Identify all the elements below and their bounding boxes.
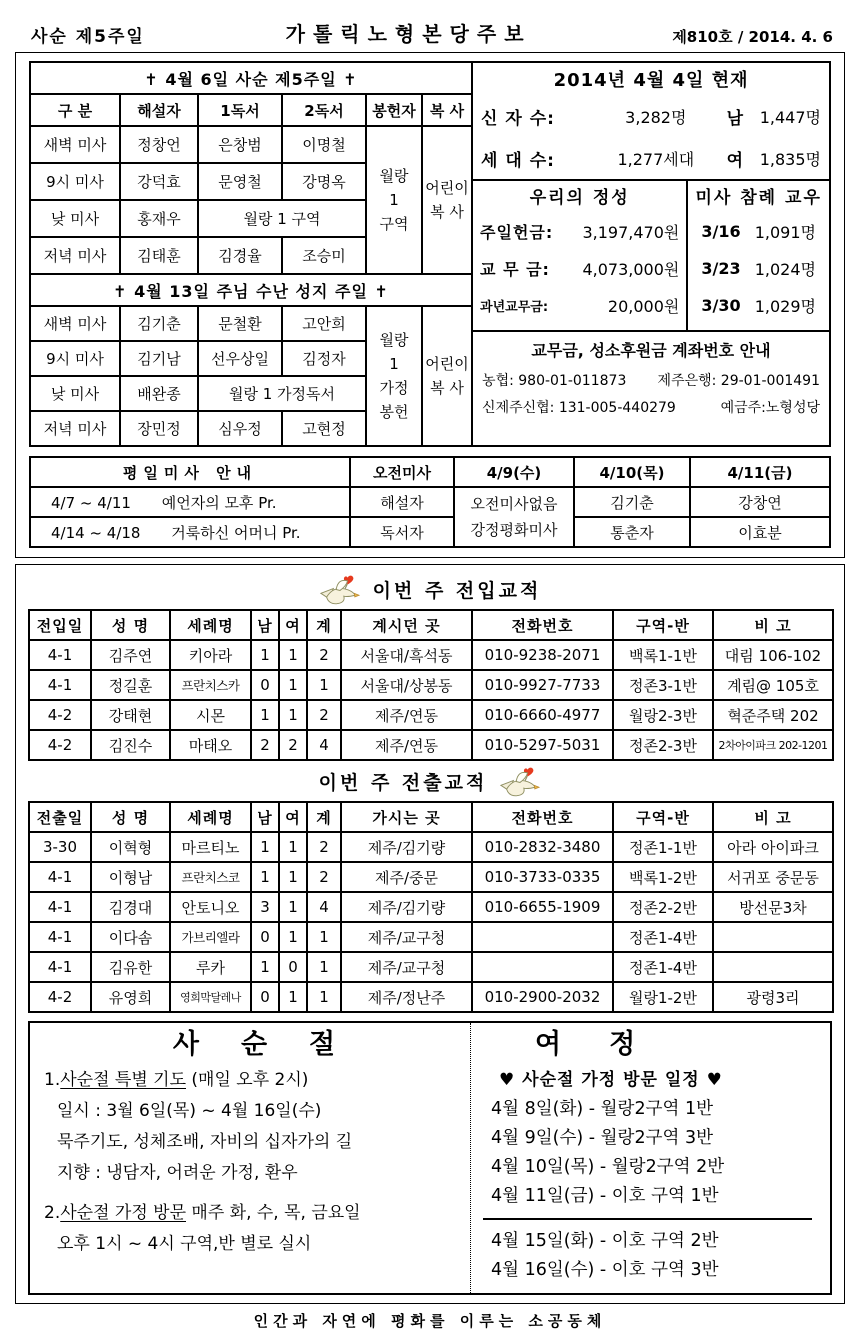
- cell: 정존1-1반: [613, 832, 713, 862]
- cell: 1: [307, 982, 341, 1012]
- transfers-in-table: [28, 609, 834, 761]
- item-note: (매일 오후 2시): [186, 1070, 309, 1090]
- cell: 1: [279, 640, 307, 670]
- offerer-line: 1: [389, 191, 399, 209]
- cell: 키아라: [170, 640, 251, 670]
- cell: 백록1-2반: [613, 862, 713, 892]
- offerer-cell: [366, 126, 422, 274]
- offerer-line: 가정: [379, 379, 409, 397]
- cell: 2: [279, 730, 307, 760]
- week-period-cell: [30, 517, 350, 547]
- table-header-row: [30, 94, 472, 126]
- cell: 독서자: [350, 517, 454, 547]
- cell: 선우상일: [198, 341, 282, 376]
- cell: 3-30: [29, 832, 91, 862]
- cell: 월랑2-3반: [613, 700, 713, 730]
- cell: 새벽 미사: [30, 126, 120, 163]
- cell: 4-2: [29, 730, 91, 760]
- transfers-in-title: 이번 주 전입교적: [372, 579, 542, 602]
- stat-label: 신 자 수:: [481, 108, 555, 129]
- cell: 이명철: [282, 126, 366, 163]
- table-title-row: [30, 62, 472, 94]
- dove-heart-icon: [499, 765, 541, 798]
- col-header: 남: [251, 610, 279, 640]
- col-header: 2독서: [282, 94, 366, 126]
- stat-value: 1,835명: [759, 149, 821, 169]
- cell: 김주연: [91, 640, 170, 670]
- table-row: [29, 640, 833, 670]
- cell: 1: [251, 952, 279, 982]
- cell: 제주/연동: [341, 730, 472, 760]
- account-line: [480, 393, 822, 420]
- cell: 광령3리: [713, 982, 833, 1012]
- offerer-line: 월랑: [379, 331, 409, 349]
- votive-mass-name: 거룩하신 어머니 Pr.: [171, 523, 301, 542]
- col-header: 계시던 곳: [341, 610, 472, 640]
- cell: 1: [251, 832, 279, 862]
- account-number: 농협: 980-01-011873: [482, 372, 627, 389]
- visit-schedule-title: ♥ 사순절 가정 방문 일정 ♥: [499, 1070, 723, 1090]
- cell: 정창언: [120, 126, 198, 163]
- attendance-date: 3/16: [701, 222, 741, 241]
- cell: 4-1: [29, 952, 91, 982]
- table-row: [29, 700, 833, 730]
- col-header: 세례명: [170, 610, 251, 640]
- cell: 낮 미사: [30, 200, 120, 237]
- stat-label: 남: [726, 108, 743, 129]
- cell: 010-6655-1909: [472, 892, 613, 922]
- cell: 정존1-4반: [613, 922, 713, 952]
- offering-value: 20,000원: [607, 297, 680, 316]
- col-header: 전화번호: [472, 802, 613, 832]
- cell: 홍재우: [120, 200, 198, 237]
- server-cell: [422, 126, 472, 274]
- table-title-row: [30, 274, 472, 306]
- cell: 낮 미사: [30, 376, 120, 411]
- cell: 김기춘: [120, 306, 198, 341]
- week-period: 4/14 ~ 4/18: [51, 523, 141, 542]
- offering-title: 우리의 정성: [529, 188, 630, 208]
- server-cell: [422, 306, 472, 446]
- cell: 아라 아이파크: [713, 832, 833, 862]
- lent-item: [44, 1065, 464, 1096]
- stat-value: 1,447명: [759, 107, 821, 127]
- table-header-row: [30, 457, 830, 487]
- col-header: 구역-반: [613, 610, 713, 640]
- cell: 4: [307, 730, 341, 760]
- attendance-date: 3/23: [701, 259, 741, 278]
- bottom-section: [15, 564, 845, 1304]
- server-line: 복 사: [430, 203, 464, 221]
- cell: 2: [307, 832, 341, 862]
- account-line: [480, 366, 822, 393]
- cell: 이다솜: [91, 922, 170, 952]
- cell: 2: [307, 862, 341, 892]
- cell: [713, 952, 833, 982]
- parish-stats-panel: [471, 61, 831, 447]
- col-header: 비 고: [713, 610, 833, 640]
- cell: 정존1-4반: [613, 952, 713, 982]
- cell: 문영철: [198, 163, 282, 200]
- cell: 1: [279, 862, 307, 892]
- table-header-row: [29, 610, 833, 640]
- cell: 시몬: [170, 700, 251, 730]
- cell: 은창범: [198, 126, 282, 163]
- cell: 서귀포 중문동: [713, 862, 833, 892]
- account-number: 신제주신협: 131-005-440279: [482, 399, 676, 416]
- stat-label: 여: [726, 150, 743, 171]
- offering-attendance-block: [473, 181, 829, 332]
- cell: 프란치스카: [170, 670, 251, 700]
- cell: 김경대: [91, 892, 170, 922]
- cell: 4-1: [29, 670, 91, 700]
- server-line: 복 사: [430, 379, 464, 397]
- col-header: 남: [251, 802, 279, 832]
- cell: 0: [251, 922, 279, 952]
- lent-journey-section: [28, 1021, 832, 1295]
- col-header: 4/9(수): [454, 457, 574, 487]
- col-header: 여: [279, 802, 307, 832]
- lent-detail-line: 지향 : 냉담자, 어려운 가정, 환우: [57, 1163, 298, 1183]
- cell: 1: [279, 982, 307, 1012]
- col-header: 성 명: [91, 802, 170, 832]
- cell: 제주/김기량: [341, 892, 472, 922]
- offerer-line: 월랑: [379, 167, 409, 185]
- cell: 월랑 1 가정독서: [198, 376, 366, 411]
- attendance-row: [695, 250, 822, 287]
- col-header: 복 사: [422, 94, 472, 126]
- table-row: [29, 952, 833, 982]
- cell: 010-2832-3480: [472, 832, 613, 862]
- account-number: 제주은행: 29-01-001491: [657, 372, 820, 389]
- weekday-mass-table: [29, 456, 831, 548]
- cell: 강창연: [690, 487, 830, 517]
- col-header: 구역-반: [613, 802, 713, 832]
- col-header: 비 고: [713, 802, 833, 832]
- cell: 통춘자: [574, 517, 690, 547]
- offering-value: 4,073,000원: [582, 260, 680, 279]
- cell: 1: [307, 922, 341, 952]
- offering-row: [480, 250, 679, 287]
- households-row: [473, 137, 829, 181]
- cell: 1: [279, 832, 307, 862]
- visit-schedule-line: 4월 9일(수) - 월랑2구역 3반: [491, 1128, 713, 1148]
- cell: 1: [307, 670, 341, 700]
- account-holder: 예금주:노형성당: [720, 399, 820, 416]
- header-issue-date: 제810호 / 2014. 4. 6: [672, 28, 833, 46]
- cell: 가브리엘라: [170, 922, 251, 952]
- cell: 9시 미사: [30, 163, 120, 200]
- cell: 김기남: [120, 341, 198, 376]
- item-number: 1.: [44, 1070, 61, 1090]
- cell: 이효분: [690, 517, 830, 547]
- cell: 고안희: [282, 306, 366, 341]
- cell: 정존2-2반: [613, 892, 713, 922]
- table-row: [30, 517, 830, 547]
- cell: 3: [251, 892, 279, 922]
- table-row: [29, 892, 833, 922]
- cell: 심우정: [198, 411, 282, 446]
- offering-label: 과년교무금:: [480, 300, 549, 315]
- bulletin-footer: 인간과 자연에 평화를 이루는 소공동체: [253, 1312, 607, 1330]
- cell: 제주/김기량: [341, 832, 472, 862]
- mass1-title: ✝ 4월 6일 사순 제5주일 ✝: [30, 62, 472, 94]
- col-header: 계: [307, 802, 341, 832]
- cell: 새벽 미사: [30, 306, 120, 341]
- lent-title-left: 사순절: [172, 1029, 378, 1060]
- cell: 4-1: [29, 922, 91, 952]
- attendance-count: 1,029명: [754, 297, 816, 316]
- offerer-cell: [366, 306, 422, 446]
- cell: 김유한: [91, 952, 170, 982]
- visit-schedule-line: 4월 16일(수) - 이호 구역 3반: [491, 1260, 719, 1280]
- cell: 고현정: [282, 411, 366, 446]
- offering-row: [480, 287, 679, 324]
- attendance-row: [695, 287, 822, 324]
- cell: 장민정: [120, 411, 198, 446]
- attendance-count: 1,091명: [754, 223, 816, 242]
- cell: 4-1: [29, 892, 91, 922]
- cell: 2차아이파크 202-1201: [713, 730, 833, 760]
- cell: 010-6660-4977: [472, 700, 613, 730]
- server-line: 어린이: [425, 355, 469, 373]
- stat-label: 세 대 수:: [481, 150, 555, 171]
- cell: [713, 922, 833, 952]
- visit-schedule-line: 4월 10일(목) - 월랑2구역 2반: [491, 1157, 725, 1177]
- col-header: 가시는 곳: [341, 802, 472, 832]
- item-title: 사순절 특별 기도: [60, 1070, 186, 1090]
- cell: 안토니오: [170, 892, 251, 922]
- cell: 저녁 미사: [30, 237, 120, 274]
- attendance-count: 1,024명: [754, 260, 816, 279]
- cell: 정길훈: [91, 670, 170, 700]
- col-header: 전출일: [29, 802, 91, 832]
- offering-row: [480, 213, 679, 250]
- cell: 유영희: [91, 982, 170, 1012]
- cell: 프란치스코: [170, 862, 251, 892]
- col-header: 여: [279, 610, 307, 640]
- offerer-line: 봉헌: [379, 403, 409, 421]
- table-row: [30, 306, 472, 341]
- col-header: 4/11(금): [690, 457, 830, 487]
- sunday-mass-schedule-table: [29, 61, 473, 447]
- wednesday-note-cell: [454, 487, 574, 547]
- cell: 010-5297-5031: [472, 730, 613, 760]
- bulletin-title: 가톨릭노형본당주보: [285, 22, 532, 46]
- transfers-in-section-title: [28, 569, 832, 609]
- cell: 김경율: [198, 237, 282, 274]
- col-header: 전화번호: [472, 610, 613, 640]
- votive-mass-name: 예언자의 모후 Pr.: [161, 493, 277, 512]
- bulletin-header: [15, 18, 845, 52]
- cell: 계림@ 105호: [713, 670, 833, 700]
- cell: 010-9927-7733: [472, 670, 613, 700]
- cell: 정존2-3반: [613, 730, 713, 760]
- believers-row: [473, 95, 829, 137]
- cell: 강명옥: [282, 163, 366, 200]
- cell: 정존3-1반: [613, 670, 713, 700]
- note-line: 오전미사없음: [470, 495, 558, 513]
- cell: 2: [251, 730, 279, 760]
- offering-label: 교 무 금:: [480, 260, 550, 279]
- col-header: 전입일: [29, 610, 91, 640]
- col-header: 봉헌자: [366, 94, 422, 126]
- col-header: 4/10(목): [574, 457, 690, 487]
- cell: 1: [279, 892, 307, 922]
- cell: 9시 미사: [30, 341, 120, 376]
- cell: 4-2: [29, 982, 91, 1012]
- attendance-row: [695, 213, 822, 250]
- col-header: 오전미사: [350, 457, 454, 487]
- cell: 서울대/상봉동: [341, 670, 472, 700]
- cell: 해설자: [350, 487, 454, 517]
- lent-detail-line: 일시 : 3월 6일(목) ~ 4월 16일(수): [57, 1101, 322, 1121]
- week-period-cell: [30, 487, 350, 517]
- lent-left-column: [30, 1023, 471, 1293]
- cell: 대림 106-102: [713, 640, 833, 670]
- account-info: [473, 332, 829, 445]
- table-row: [29, 670, 833, 700]
- visit-schedule-line: 4월 8일(화) - 월랑2구역 1반: [491, 1099, 713, 1119]
- cell: 4: [307, 892, 341, 922]
- table-row: [30, 126, 472, 163]
- table-row: [30, 487, 830, 517]
- transfers-out-table: [28, 801, 834, 1013]
- cell: 제주/교구청: [341, 922, 472, 952]
- transfers-out-title: 이번 주 전출교적: [318, 771, 488, 794]
- schedule-divider: [483, 1218, 812, 1220]
- cell: [472, 952, 613, 982]
- item-number: 2.: [44, 1203, 61, 1223]
- cell: 4-1: [29, 862, 91, 892]
- offering-label: 주일헌금:: [480, 223, 554, 242]
- item-note: 매주 화, 수, 목, 금요일: [186, 1203, 361, 1223]
- table-row: [29, 982, 833, 1012]
- stat-value: 1,277세대: [617, 149, 695, 169]
- cell: 2: [307, 640, 341, 670]
- col-header: 성 명: [91, 610, 170, 640]
- cell: 이혁형: [91, 832, 170, 862]
- cell: [472, 922, 613, 952]
- note-line: 강정평화미사: [470, 521, 558, 539]
- cell: 서울대/흑석동: [341, 640, 472, 670]
- lent-detail-line: 묵주기도, 성체조배, 자비의 십자가의 길: [57, 1132, 353, 1152]
- cell: 마르티노: [170, 832, 251, 862]
- cell: 문철환: [198, 306, 282, 341]
- attendance-date: 3/30: [701, 296, 741, 315]
- cell: 제주/중문: [341, 862, 472, 892]
- attendance-panel: [688, 181, 829, 330]
- cell: 김태훈: [120, 237, 198, 274]
- visit-schedule-line: 4월 15일(화) - 이호 구역 2반: [491, 1231, 719, 1251]
- server-line: 어린이: [425, 179, 469, 197]
- cell: 혁준주택 202: [713, 700, 833, 730]
- cell: 4-1: [29, 640, 91, 670]
- cell: 강태현: [91, 700, 170, 730]
- cell: 4-2: [29, 700, 91, 730]
- dove-heart-icon: [319, 573, 361, 606]
- table-header-row: [29, 802, 833, 832]
- cell: 이형남: [91, 862, 170, 892]
- table-row: [29, 832, 833, 862]
- cell: 1: [251, 640, 279, 670]
- cell: 0: [251, 670, 279, 700]
- account-info-title: 교무금, 성소후원금 계좌번호 안내: [531, 341, 771, 360]
- cell: 조승미: [282, 237, 366, 274]
- cell: 0: [251, 982, 279, 1012]
- stat-value: 3,282명: [625, 107, 687, 127]
- offerer-line: 1: [389, 355, 399, 373]
- cell: 010-2900-2032: [472, 982, 613, 1012]
- cell: 마태오: [170, 730, 251, 760]
- cell: 2: [307, 700, 341, 730]
- cell: 010-9238-2071: [472, 640, 613, 670]
- col-header: 구 분: [30, 94, 120, 126]
- offering-value: 3,197,470원: [582, 223, 680, 242]
- table-row: [29, 730, 833, 760]
- cell: 영희막달레나: [170, 982, 251, 1012]
- lent-title-right: 여정: [535, 1029, 684, 1060]
- week-period: 4/7 ~ 4/11: [51, 493, 131, 512]
- cell: 010-3733-0335: [472, 862, 613, 892]
- cell: 제주/연동: [341, 700, 472, 730]
- offering-panel: [473, 181, 688, 330]
- lent-detail-line: 오후 1시 ~ 4시 구역,반 별로 실시: [57, 1234, 312, 1254]
- transfers-out-section-title: [28, 761, 832, 801]
- cell: 1: [279, 922, 307, 952]
- col-header: 계: [307, 610, 341, 640]
- cell: 0: [279, 952, 307, 982]
- cell: 루카: [170, 952, 251, 982]
- cell: 월랑1-2반: [613, 982, 713, 1012]
- weekday-title: 평일미사 안내: [30, 457, 350, 487]
- offerer-line: 구역: [379, 215, 409, 233]
- table-row: [29, 922, 833, 952]
- item-title: 사순절 가정 방문: [60, 1203, 186, 1223]
- lent-right-column: [471, 1023, 830, 1293]
- cell: 김기춘: [574, 487, 690, 517]
- cell: 1: [279, 700, 307, 730]
- cell: 배완종: [120, 376, 198, 411]
- cell: 김정자: [282, 341, 366, 376]
- cell: 월랑 1 구역: [198, 200, 366, 237]
- cell: 강덕효: [120, 163, 198, 200]
- col-header: 1독서: [198, 94, 282, 126]
- col-header: 해설자: [120, 94, 198, 126]
- table-row: [29, 862, 833, 892]
- visit-schedule-line: 4월 11일(금) - 이호 구역 1반: [491, 1186, 719, 1206]
- cell: 방선문3차: [713, 892, 833, 922]
- cell: 1: [279, 670, 307, 700]
- cell: 1: [251, 700, 279, 730]
- header-season-label: 사순 제5주일: [31, 27, 145, 47]
- mass2-title: ✝ 4월 13일 주님 수난 성지 주일 ✝: [30, 274, 472, 306]
- cell: 제주/교구청: [341, 952, 472, 982]
- cell: 제주/정난주: [341, 982, 472, 1012]
- cell: 백록1-1반: [613, 640, 713, 670]
- col-header: 세례명: [170, 802, 251, 832]
- cell: 1: [307, 952, 341, 982]
- attendance-title: 미사 참례 교우: [695, 188, 822, 208]
- cell: 1: [251, 862, 279, 892]
- stats-title: 2014년 4월 4일 현재: [553, 70, 749, 91]
- top-section: [15, 52, 845, 558]
- cell: 저녁 미사: [30, 411, 120, 446]
- schedule-stats-row: [29, 61, 831, 447]
- cell: 김진수: [91, 730, 170, 760]
